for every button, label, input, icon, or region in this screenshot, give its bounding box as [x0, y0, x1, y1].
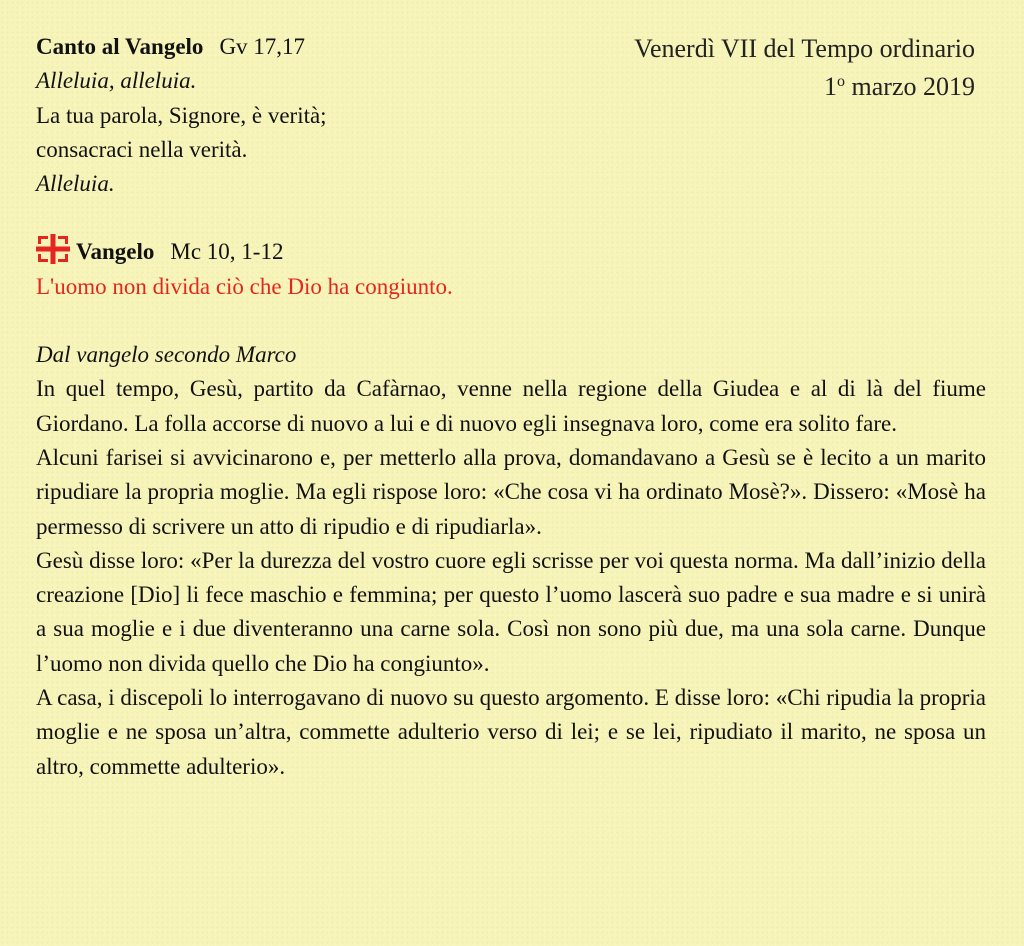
gospel-title: Vangelo [76, 239, 155, 265]
date-ordinal: o [837, 73, 846, 90]
acclamation-title: Canto al Vangelo [36, 34, 204, 59]
cross-icon [36, 234, 70, 264]
gospel-headline: L'uomo non divida ciò che Dio ha congiunto. [36, 273, 453, 299]
date-rest: marzo 2019 [845, 72, 975, 101]
date-day: 1 [824, 72, 838, 101]
liturgical-day: Venerdì VII del Tempo ordinario [634, 34, 975, 63]
acclamation-line-1: Alleluia, alleluia. [36, 68, 197, 94]
gospel-source: Dal vangelo secondo Marco [36, 342, 297, 368]
acclamation-line-2: La tua parola, Signore, è verità; [36, 102, 327, 128]
gospel-paragraph-1: In quel tempo, Gesù, partito da Cafàrnao, venne nella regione della Giudea e al di là del fiume Giordano. La folla accorse di nuovo a lui e di nuovo egli insegnava loro, come era solito fare. [36, 376, 986, 436]
gospel-section [36, 235, 986, 783]
gospel-heading [36, 235, 986, 269]
gospel-text [36, 372, 986, 784]
gospel-paragraph-4: A casa, i discepoli lo interrogavano di nuovo su questo argomento. E disse loro: «Chi ripudia la propria moglie e ne sposa un’altra, commette adulterio verso di lei; e se lei, ripudiato il marito, ne sposa un altro, commette adulterio». [36, 685, 986, 779]
section-spacer [36, 201, 986, 235]
acclamation-line-3: consacraci nella verità. [36, 136, 248, 162]
reading-page [36, 30, 986, 784]
acclamation-heading [36, 30, 986, 64]
gospel-paragraph-2: Alcuni farisei si avvicinarono e, per metterlo alla prova, domandavano a Gesù se è lecito a un marito ripudiare la propria moglie. Ma egli rispose loro: «Che cosa vi ha ordinato Mosè?». Dissero: «Mosè ha permesso di scrivere un atto di ripudio e di ripudiarla». [36, 444, 986, 539]
acclamation-reference: Gv 17,17 [219, 34, 306, 59]
acclamation-section [36, 30, 986, 201]
gospel-reference: Mc 10, 1-12 [170, 239, 284, 265]
gospel-paragraph-3: Gesù disse loro: «Per la durezza del vostro cuore egli scrisse per voi questa norma. Ma dall’inizio della creazione [Dio] li fece maschio e femmina; per questo l’uomo lascerà suo padre e sua madre e si unirà a sua moglie e i due diventeranno una carne sola. Così non sono più due, ma una sola carne. Dunque l’uomo non divida quello che Dio ha congiunto». [36, 547, 986, 676]
section-spacer [36, 304, 986, 338]
acclamation-line-4: Alleluia. [36, 171, 115, 197]
